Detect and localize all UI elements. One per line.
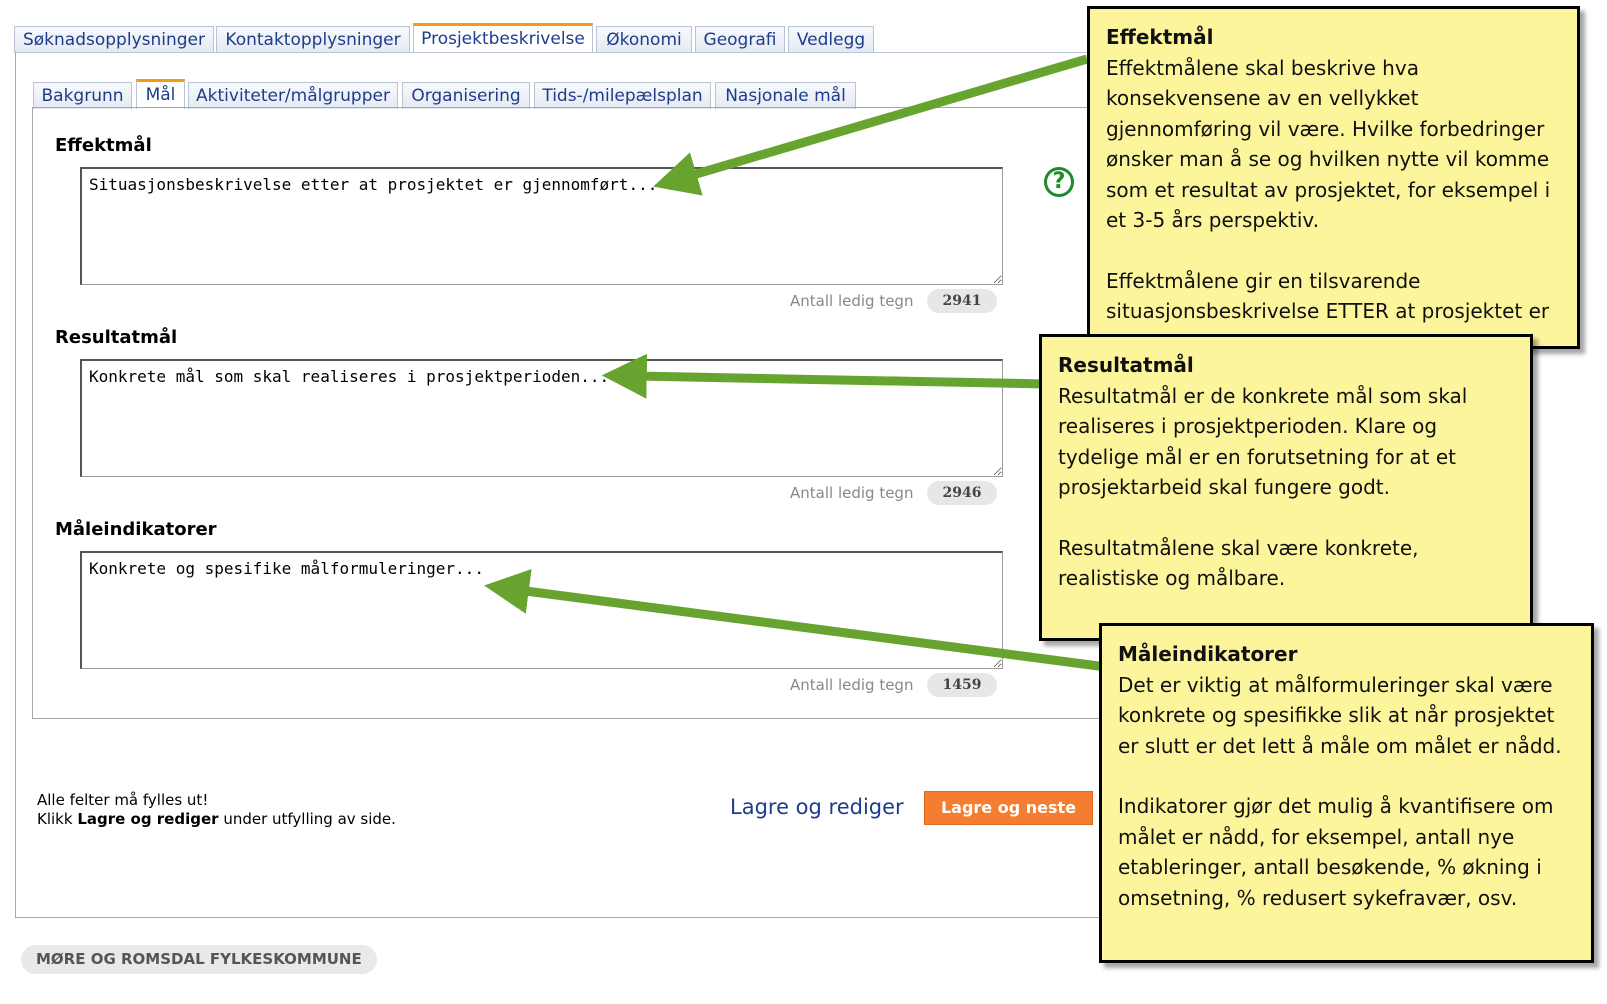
subtab-tids-milepaelsplan[interactable]: Tids-/milepælsplan xyxy=(534,82,711,109)
effektmaal-counter-label: Antall ledig tegn xyxy=(790,292,914,310)
instruction-suffix: under utfylling av side. xyxy=(218,810,396,828)
subtab-aktiviteter[interactable]: Aktiviteter/målgrupper xyxy=(188,82,398,109)
maaleindikatorer-arrow xyxy=(518,590,1106,667)
maaleindikatorer-note-title: Måleindikatorer xyxy=(1118,642,1298,666)
effektmaal-help-note xyxy=(1087,6,1580,349)
resultatmaal-counter-label: Antall ledig tegn xyxy=(790,484,914,502)
subtab-nasjonale-maal[interactable]: Nasjonale mål xyxy=(715,82,856,109)
resultatmaal-counter: 2946 xyxy=(927,481,997,505)
maaleindikatorer-note-text-2: Indikatorer gjør det mulig å kvantifisere om målet er nådd, for eksempel, antall nye etableringer, antall besøkende, % økning i omsetning, % redusert sykefravær, osv. xyxy=(1118,794,1554,910)
maaleindikatorer-help-note xyxy=(1099,623,1594,963)
required-fields-line: Alle felter må fylles ut! xyxy=(37,791,209,809)
tab-soknadsopplysninger[interactable]: Søknadsopplysninger xyxy=(14,26,214,53)
maaleindikatorer-counter: 1459 xyxy=(927,673,997,697)
effektmaal-arrow xyxy=(686,59,1087,177)
subtab-maal[interactable]: Mål xyxy=(136,79,185,109)
resultatmaal-label: Resultatmål xyxy=(55,327,178,348)
tab-vedlegg[interactable]: Vedlegg xyxy=(788,26,874,53)
instruction-bold: Lagre og rediger xyxy=(77,810,219,828)
resultatmaal-help-note xyxy=(1039,334,1533,641)
save-next-button[interactable]: Lagre og neste xyxy=(924,791,1093,825)
tab-okonomi[interactable]: Økonomi xyxy=(596,26,692,53)
instruction-prefix: Klikk xyxy=(37,810,78,828)
brand-badge: MØRE OG ROMSDAL FYLKESKOMMUNE xyxy=(21,945,377,974)
resultatmaal-note-text-2: Resultatmålene skal være konkrete, realistiske og målbare. xyxy=(1058,535,1419,590)
effektmaal-note-text-2: Effektmålene gir en tilsvarende situasjonsbeskrivelse ETTER at prosjektet er xyxy=(1106,268,1550,323)
subtab-bakgrunn[interactable]: Bakgrunn xyxy=(33,82,132,109)
effektmaal-counter: 2941 xyxy=(927,289,997,313)
save-edit-link[interactable]: Lagre og rediger xyxy=(730,795,904,819)
resultatmaal-note-title: Resultatmål xyxy=(1058,353,1194,377)
tab-prosjektbeskrivelse[interactable]: Prosjektbeskrivelse xyxy=(413,23,593,53)
resultatmaal-arrow xyxy=(636,376,1046,384)
maaleindikatorer-note-text-1: Det er viktig at målformuleringer skal være konkrete og spesifikke slik at når prosjektet er slutt er det lett å måle om målet er nådd. xyxy=(1118,672,1562,758)
tab-geografi[interactable]: Geografi xyxy=(695,26,785,53)
maaleindikatorer-counter-label: Antall ledig tegn xyxy=(790,676,914,694)
help-icon[interactable]: ? xyxy=(1044,167,1074,197)
resultatmaal-note-text-1: Resultatmål er de konkrete mål som skal realiseres i prosjektperioden. Klare og tydelige mål er en forutsetning for at et prosjektarbeid skal fungere godt. xyxy=(1058,383,1468,499)
tab-kontaktopplysninger[interactable]: Kontaktopplysninger xyxy=(216,26,410,53)
effektmaal-label: Effektmål xyxy=(55,135,152,156)
subtab-organisering[interactable]: Organisering xyxy=(402,82,530,109)
effektmaal-note-title: Effektmål xyxy=(1106,25,1214,49)
effektmaal-note-text-1: Effektmålene skal beskrive hva konsekvensene av en vellykket gjennomføring vil være. Hvilke forbedringer ønsker man å se og hvilken nytte vil komme som et resultat av prosjektet, for eksempel i et 3-5 års perspektiv. xyxy=(1106,55,1551,232)
maaleindikatorer-label: Måleindikatorer xyxy=(55,519,217,540)
